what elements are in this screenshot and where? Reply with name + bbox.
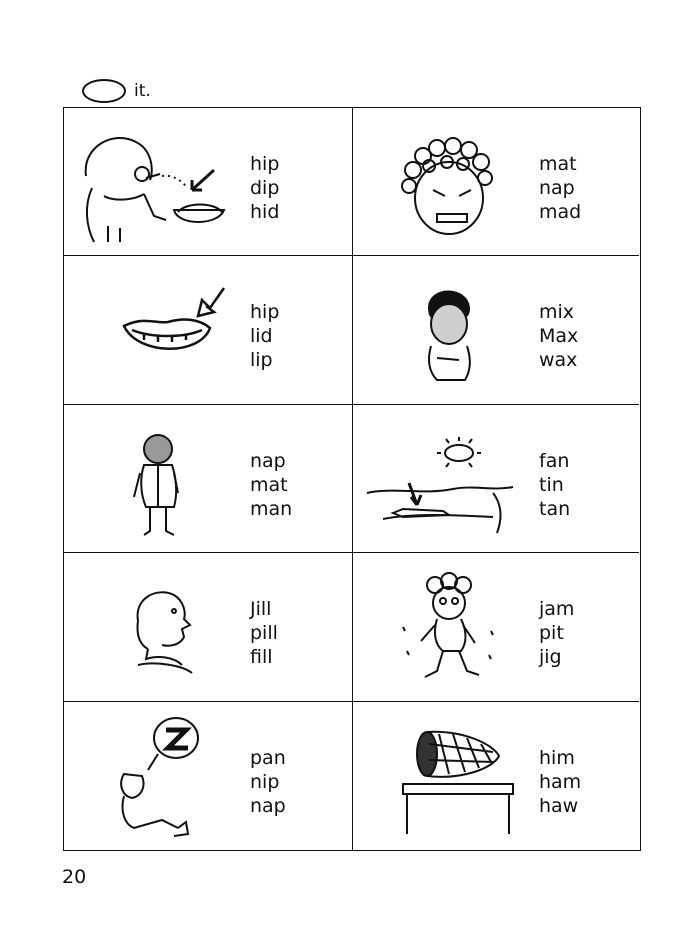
- word-choice[interactable]: fill: [250, 646, 273, 669]
- word-choice[interactable]: Jill: [250, 598, 272, 621]
- word-choice[interactable]: hid: [250, 201, 280, 223]
- word-choice[interactable]: jam: [539, 598, 575, 621]
- word-choice[interactable]: wax: [539, 349, 578, 372]
- exercise-cell-5: [64, 405, 353, 553]
- exercise-cell-1: [64, 108, 353, 256]
- word-choice[interactable]: dip: [250, 177, 280, 199]
- word-choice[interactable]: tin: [539, 473, 564, 496]
- word-choice[interactable]: pan: [250, 746, 286, 769]
- word-choices: [539, 152, 581, 224]
- word-choice[interactable]: nip: [250, 770, 280, 793]
- word-choice[interactable]: tan: [539, 497, 571, 520]
- word-choices: [539, 300, 578, 372]
- exercise-cell-10: [353, 702, 639, 850]
- word-choice[interactable]: pit: [539, 622, 564, 645]
- word-choices: [250, 597, 278, 669]
- word-choices: [539, 597, 574, 669]
- word-choice[interactable]: nap: [250, 794, 286, 817]
- lips-picture: [74, 264, 234, 394]
- word-choice[interactable]: hip: [250, 301, 280, 324]
- word-choice[interactable]: lip: [250, 349, 273, 372]
- word-choices: [250, 746, 286, 818]
- word-choice[interactable]: him: [539, 746, 575, 769]
- page-number: 20: [62, 866, 87, 888]
- man-picture: [74, 413, 234, 543]
- jumping-kid-picture: [363, 561, 523, 691]
- exercise-cell-6: [353, 405, 639, 553]
- word-choice[interactable]: man: [250, 497, 293, 520]
- word-choice[interactable]: mat: [539, 153, 577, 175]
- answer-oval: [82, 79, 126, 103]
- exercise-cell-2: [353, 108, 639, 256]
- word-choice[interactable]: ham: [539, 770, 582, 793]
- instruction-text: it.: [134, 81, 151, 101]
- word-choice[interactable]: fan: [539, 449, 570, 472]
- word-choice[interactable]: mad: [539, 201, 582, 223]
- word-choices: [539, 449, 570, 521]
- instruction: [82, 78, 151, 104]
- exercise-cell-8: [353, 553, 639, 701]
- word-choices: [250, 449, 292, 521]
- word-choice[interactable]: hip: [250, 153, 280, 175]
- word-choices: [539, 746, 581, 818]
- angry-face-picture: [363, 116, 523, 246]
- word-choice[interactable]: lid: [250, 325, 273, 348]
- word-choices: [250, 152, 279, 224]
- net-on-table-picture: [363, 710, 523, 840]
- word-choice[interactable]: haw: [539, 794, 579, 817]
- word-choice[interactable]: mix: [539, 301, 575, 324]
- eating-boy-picture: [74, 116, 234, 246]
- word-choice[interactable]: nap: [250, 449, 286, 472]
- word-choice[interactable]: nap: [539, 177, 575, 199]
- word-choices: [250, 300, 279, 372]
- sleeping-person-picture: [74, 710, 234, 840]
- girl-profile-picture: [74, 561, 234, 691]
- exercise-grid: [63, 107, 641, 851]
- word-choice[interactable]: jig: [539, 646, 562, 669]
- exercise-cell-9: [64, 702, 353, 850]
- word-choice[interactable]: mat: [250, 473, 288, 496]
- child-picture: [363, 264, 523, 394]
- word-choice[interactable]: pill: [250, 622, 278, 645]
- beach-sun-picture: [363, 413, 523, 543]
- exercise-cell-3: [64, 256, 353, 404]
- word-choice[interactable]: Max: [539, 325, 579, 348]
- exercise-cell-7: [64, 553, 353, 701]
- exercise-cell-4: [353, 256, 639, 404]
